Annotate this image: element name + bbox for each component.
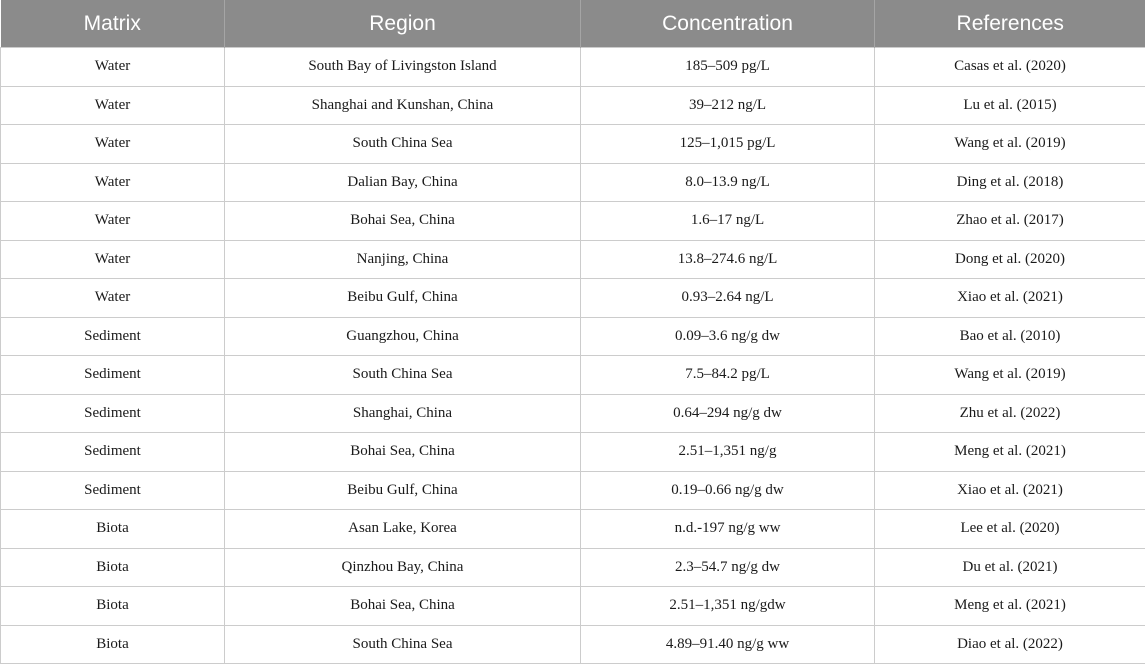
table-row — [1, 163, 1145, 202]
header-row — [1, 0, 1145, 48]
cell-region: Bohai Sea, China — [225, 202, 581, 241]
cell-region: Bohai Sea, China — [225, 433, 581, 472]
cell-concentration: 4.89–91.40 ng/g ww — [581, 625, 875, 664]
header-references: References — [875, 0, 1145, 48]
cell-reference: Zhao et al. (2017) — [875, 202, 1145, 241]
cell-region: South China Sea — [225, 125, 581, 164]
table-row — [1, 48, 1145, 87]
cell-concentration: 185–509 pg/L — [581, 48, 875, 87]
table-row — [1, 394, 1145, 433]
cell-concentration: 2.3–54.7 ng/g dw — [581, 548, 875, 587]
cell-concentration: 0.09–3.6 ng/g dw — [581, 317, 875, 356]
cell-matrix: Water — [1, 202, 225, 241]
cell-reference: Meng et al. (2021) — [875, 433, 1145, 472]
table-header — [1, 0, 1145, 48]
cell-reference: Lu et al. (2015) — [875, 86, 1145, 125]
cell-matrix: Sediment — [1, 317, 225, 356]
cell-region: Bohai Sea, China — [225, 587, 581, 626]
cell-region: Guangzhou, China — [225, 317, 581, 356]
cell-matrix: Water — [1, 48, 225, 87]
cell-reference: Du et al. (2021) — [875, 548, 1145, 587]
table-row — [1, 86, 1145, 125]
cell-region: South China Sea — [225, 625, 581, 664]
cell-concentration: 7.5–84.2 pg/L — [581, 356, 875, 395]
table-row — [1, 202, 1145, 241]
cell-matrix: Biota — [1, 510, 225, 549]
table-row — [1, 587, 1145, 626]
cell-concentration: 8.0–13.9 ng/L — [581, 163, 875, 202]
cell-reference: Wang et al. (2019) — [875, 125, 1145, 164]
cell-matrix: Water — [1, 240, 225, 279]
cell-region: Shanghai and Kunshan, China — [225, 86, 581, 125]
table-row — [1, 317, 1145, 356]
table-body — [1, 48, 1145, 664]
cell-reference: Xiao et al. (2021) — [875, 279, 1145, 318]
table-row — [1, 125, 1145, 164]
table-row — [1, 240, 1145, 279]
cell-region: South Bay of Livingston Island — [225, 48, 581, 87]
cell-matrix: Water — [1, 86, 225, 125]
cell-reference: Casas et al. (2020) — [875, 48, 1145, 87]
cell-concentration: n.d.-197 ng/g ww — [581, 510, 875, 549]
cell-concentration: 2.51–1,351 ng/gdw — [581, 587, 875, 626]
table-row — [1, 471, 1145, 510]
table-row — [1, 279, 1145, 318]
cell-concentration: 125–1,015 pg/L — [581, 125, 875, 164]
cell-reference: Meng et al. (2021) — [875, 587, 1145, 626]
cell-reference: Dong et al. (2020) — [875, 240, 1145, 279]
table-row — [1, 510, 1145, 549]
cell-matrix: Sediment — [1, 471, 225, 510]
cell-matrix: Biota — [1, 587, 225, 626]
cell-matrix: Biota — [1, 548, 225, 587]
header-concentration: Concentration — [581, 0, 875, 48]
cell-reference: Ding et al. (2018) — [875, 163, 1145, 202]
cell-matrix: Sediment — [1, 394, 225, 433]
cell-region: Beibu Gulf, China — [225, 279, 581, 318]
table-row — [1, 625, 1145, 664]
cell-matrix: Water — [1, 279, 225, 318]
cell-region: Qinzhou Bay, China — [225, 548, 581, 587]
cell-matrix: Water — [1, 125, 225, 164]
cell-region: South China Sea — [225, 356, 581, 395]
cell-region: Beibu Gulf, China — [225, 471, 581, 510]
cell-region: Asan Lake, Korea — [225, 510, 581, 549]
cell-region: Nanjing, China — [225, 240, 581, 279]
cell-concentration: 13.8–274.6 ng/L — [581, 240, 875, 279]
cell-reference: Diao et al. (2022) — [875, 625, 1145, 664]
cell-matrix: Sediment — [1, 356, 225, 395]
table-row — [1, 356, 1145, 395]
cell-region: Dalian Bay, China — [225, 163, 581, 202]
cell-concentration: 1.6–17 ng/L — [581, 202, 875, 241]
header-matrix: Matrix — [1, 0, 225, 48]
cell-concentration: 0.19–0.66 ng/g dw — [581, 471, 875, 510]
table-row — [1, 433, 1145, 472]
header-region: Region — [225, 0, 581, 48]
cell-reference: Bao et al. (2010) — [875, 317, 1145, 356]
cell-matrix: Water — [1, 163, 225, 202]
cell-reference: Wang et al. (2019) — [875, 356, 1145, 395]
cell-reference: Zhu et al. (2022) — [875, 394, 1145, 433]
cell-region: Shanghai, China — [225, 394, 581, 433]
cell-concentration: 0.93–2.64 ng/L — [581, 279, 875, 318]
table-row — [1, 548, 1145, 587]
cell-matrix: Biota — [1, 625, 225, 664]
cell-reference: Lee et al. (2020) — [875, 510, 1145, 549]
cell-matrix: Sediment — [1, 433, 225, 472]
cell-concentration: 39–212 ng/L — [581, 86, 875, 125]
cell-reference: Xiao et al. (2021) — [875, 471, 1145, 510]
cell-concentration: 0.64–294 ng/g dw — [581, 394, 875, 433]
cell-concentration: 2.51–1,351 ng/g — [581, 433, 875, 472]
